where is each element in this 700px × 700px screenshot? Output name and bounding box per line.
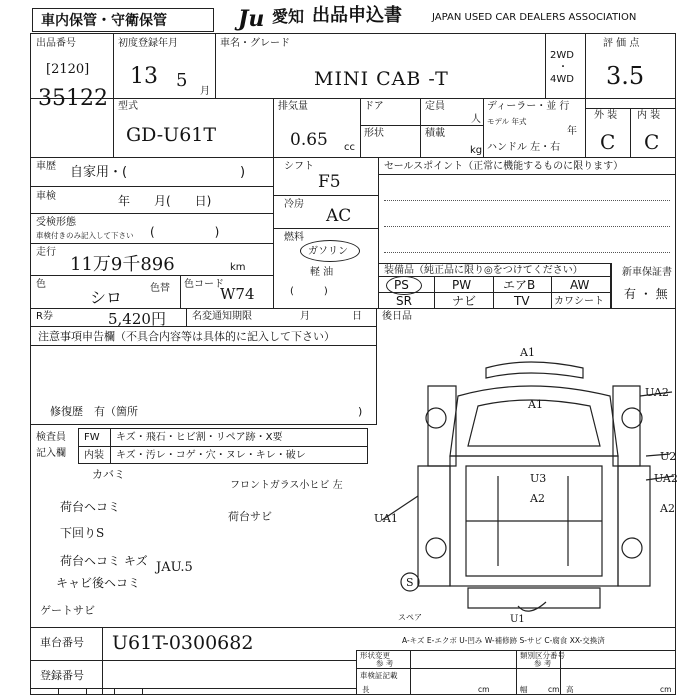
rating-label: 評 価 点 bbox=[603, 38, 640, 49]
handle-label: ハンドル 左・右 bbox=[487, 142, 561, 153]
warranty-label: 新車保証書 bbox=[622, 267, 672, 278]
first-reg-month: 5 bbox=[176, 70, 188, 91]
association-name: JAPAN USED CAR DEALERS ASSOCIATION bbox=[432, 12, 637, 23]
fuel-paren: ( ) bbox=[290, 286, 328, 297]
model-name-value: MINI CAB -T bbox=[314, 68, 449, 90]
color-code-label: 色コード bbox=[184, 279, 224, 290]
color-value: シロ bbox=[90, 288, 123, 307]
damage-u1-rear: U1 bbox=[510, 614, 525, 625]
equipment-label: 装備品（純正品に限り◎をつけてください） bbox=[384, 265, 583, 276]
model-name-label: 車名・グレード bbox=[220, 38, 290, 49]
equip-tv: TV bbox=[514, 294, 530, 308]
damage-a2-center: A2 bbox=[530, 492, 545, 505]
chassis-value: U61T-0300682 bbox=[112, 632, 254, 654]
length-unit: cm bbox=[478, 685, 490, 694]
format-label: 受検形態 bbox=[36, 217, 76, 228]
repair-history-label: 修復歴 有（箇所 bbox=[50, 405, 138, 418]
inspector-int-label: 内装 bbox=[84, 450, 104, 461]
format-note: 車検付きのみ記入して下さい bbox=[36, 231, 134, 240]
warranty-value: 有 ・ 無 bbox=[624, 287, 668, 301]
mileage-value: 11万9千896 bbox=[70, 254, 175, 275]
equip-ps-circle bbox=[386, 276, 422, 295]
inspector-fw-label: FW bbox=[84, 432, 100, 443]
model-year-unit: 年 bbox=[567, 126, 577, 137]
drive-dot: ・ bbox=[558, 62, 568, 73]
rating-value: 3.5 bbox=[606, 62, 645, 90]
equip-pw: PW bbox=[452, 278, 472, 292]
color-code-value: W74 bbox=[220, 285, 255, 303]
damage-legend: A-キズ E-エクボ U-凹み W-補修跡 S-サビ C-腐食 XX-交換済 bbox=[402, 636, 605, 645]
org-name: 愛知 bbox=[272, 7, 305, 26]
note-kabami: カバミ bbox=[92, 468, 125, 481]
drive-2wd: 2WD bbox=[550, 50, 574, 61]
load-label: 積載 bbox=[425, 128, 445, 139]
note-bed-rust: 荷台サビ bbox=[228, 510, 272, 523]
inspector-int-text: キズ・汚レ・コゲ・穴・ヌレ・キレ・破レ bbox=[116, 450, 306, 461]
ju-logo: Ju bbox=[238, 6, 265, 32]
length-label: 長 bbox=[362, 685, 370, 694]
equip-airbag: エアB bbox=[503, 278, 536, 292]
interior-label: 内 装 bbox=[637, 110, 661, 121]
spare-label: スペア bbox=[398, 613, 422, 622]
model-code-label: 型式 bbox=[118, 101, 138, 112]
height-unit: cm bbox=[660, 685, 672, 694]
color-label: 色 bbox=[36, 279, 46, 290]
spare-mark: S bbox=[406, 576, 414, 589]
note-bed-dent-scratch: 荷台ヘコミ キズ bbox=[60, 554, 148, 568]
certificate-label: 車検証記載 bbox=[360, 671, 398, 680]
history-value: 自家用・( bbox=[70, 165, 128, 180]
inspection-value: 年 月( 日) bbox=[118, 194, 212, 208]
drive-4wd: 4WD bbox=[550, 74, 574, 85]
model-code-value: GD-U61T bbox=[126, 124, 217, 146]
note-bed-dent-scratch-2 bbox=[10, 584, 17, 585]
mileage-label: 走行 bbox=[36, 247, 56, 258]
shape-change-label: 形状変更 bbox=[360, 651, 390, 660]
fuel-diesel: 軽 油 bbox=[310, 267, 334, 278]
history-close: ) bbox=[240, 165, 246, 180]
inspector-fw-text: キズ・飛石・ヒビ割・リペア跡・X要 bbox=[116, 432, 283, 443]
name-change-month: 月 bbox=[300, 311, 310, 322]
model-year-label: モデル 年式 bbox=[487, 117, 527, 126]
ac-label: 冷房 bbox=[284, 199, 304, 210]
equip-aw: AW bbox=[570, 278, 590, 292]
load-unit: kg bbox=[470, 145, 483, 156]
note-under-s: 下回りS bbox=[60, 526, 105, 540]
tax-label: R券 bbox=[36, 311, 53, 322]
displacement-unit: cc bbox=[344, 142, 355, 153]
exterior-grade: C bbox=[600, 130, 616, 154]
inspection-label: 車検 bbox=[36, 191, 56, 202]
width-unit: cm bbox=[548, 685, 560, 694]
damage-ua2-right: UA2 bbox=[645, 386, 669, 399]
fuel-gas-circle bbox=[300, 240, 360, 262]
form-title: 出品申込書 bbox=[312, 5, 402, 26]
capacity-label: 定員 bbox=[425, 101, 445, 112]
name-change-day: 日 bbox=[352, 311, 362, 322]
storage-type-label: 車内保管・守衛保管 bbox=[41, 13, 167, 29]
fuel-label: 燃料 bbox=[284, 232, 304, 243]
shift-value: F5 bbox=[318, 172, 341, 192]
sales-point-label: セールスポイント（正常に機能するものに限ります） bbox=[384, 161, 624, 172]
rear-items-label: 後日品 bbox=[382, 311, 412, 322]
displacement-value: 0.65 bbox=[290, 130, 328, 150]
damage-a2-right: A2 bbox=[660, 502, 675, 515]
note-bed-dent: 荷台ヘコミ bbox=[60, 500, 121, 514]
inspector-fill-label: 記入欄 bbox=[36, 448, 66, 459]
equip-ps: PS bbox=[394, 278, 409, 292]
class-ref-label: 参 考 bbox=[534, 659, 552, 668]
note-windshield-crack: フロントガラス小ヒビ 左 bbox=[230, 480, 343, 491]
class-number-label: 類別区分番号 bbox=[520, 651, 565, 660]
width-label: 幅 bbox=[520, 685, 528, 694]
first-reg-month-unit: 月 bbox=[200, 86, 210, 97]
lot-number: 35122 bbox=[38, 86, 108, 111]
inspector-label: 検査員 bbox=[36, 432, 66, 443]
note-gate-rust: ゲートサビ bbox=[40, 604, 95, 617]
damage-u3-center: U3 bbox=[530, 472, 547, 485]
interior-grade: C bbox=[644, 130, 660, 154]
height-label: 高 bbox=[566, 685, 574, 694]
damage-a1-front: A1 bbox=[528, 398, 543, 411]
lot-number-label: 出品番号 bbox=[36, 38, 76, 49]
shift-label: シフト bbox=[284, 161, 314, 172]
first-reg-year: 13 bbox=[130, 64, 158, 89]
lot-sub-number: [2120] bbox=[46, 62, 90, 77]
equip-navi: ナビ bbox=[452, 294, 477, 308]
damage-ua1-left: UA1 bbox=[374, 512, 398, 525]
repair-history-close: ) bbox=[358, 405, 363, 418]
damage-a1-top: A1 bbox=[520, 346, 535, 359]
chassis-label: 車台番号 bbox=[40, 636, 84, 649]
fuel-gas: ガソリン bbox=[308, 246, 348, 257]
notes-label: 注意事項申告欄（不具合内容等は具体的に記入して下さい） bbox=[38, 330, 335, 343]
equip-leather-seat: カワシート bbox=[554, 296, 604, 307]
color-change-label: 色替 bbox=[150, 283, 170, 294]
vehicle-condition-diagram bbox=[378, 326, 676, 631]
storage-type-box bbox=[32, 8, 214, 32]
displacement-label: 排気量 bbox=[278, 101, 308, 112]
damage-ua2-right-2: UA2 bbox=[654, 472, 678, 485]
tax-value: 5,420円 bbox=[108, 310, 166, 328]
history-label: 車歴 bbox=[36, 161, 56, 172]
name-change-label: 名変通知期限 bbox=[192, 311, 252, 322]
shape-ref-label: 参 考 bbox=[376, 659, 394, 668]
damage-u2-right: U2 bbox=[660, 450, 677, 463]
exterior-label: 外 装 bbox=[594, 110, 618, 121]
equip-sr: SR bbox=[396, 294, 412, 308]
door-label: ドア bbox=[364, 101, 384, 112]
registration-label: 登録番号 bbox=[40, 669, 84, 682]
shape-label: 形状 bbox=[364, 128, 384, 139]
capacity-unit: 人 bbox=[471, 114, 481, 125]
dealer-label: ディーラー・並 行 bbox=[487, 101, 570, 112]
ac-value: AC bbox=[326, 206, 352, 226]
first-reg-label: 初度登録年月 bbox=[118, 38, 178, 49]
mileage-unit: km bbox=[230, 262, 246, 273]
format-paren: ( ) bbox=[150, 225, 220, 239]
note-cabin-dent: キャビ後ヘコミ bbox=[56, 576, 141, 590]
note-jau5: JAU.5 bbox=[156, 560, 193, 575]
